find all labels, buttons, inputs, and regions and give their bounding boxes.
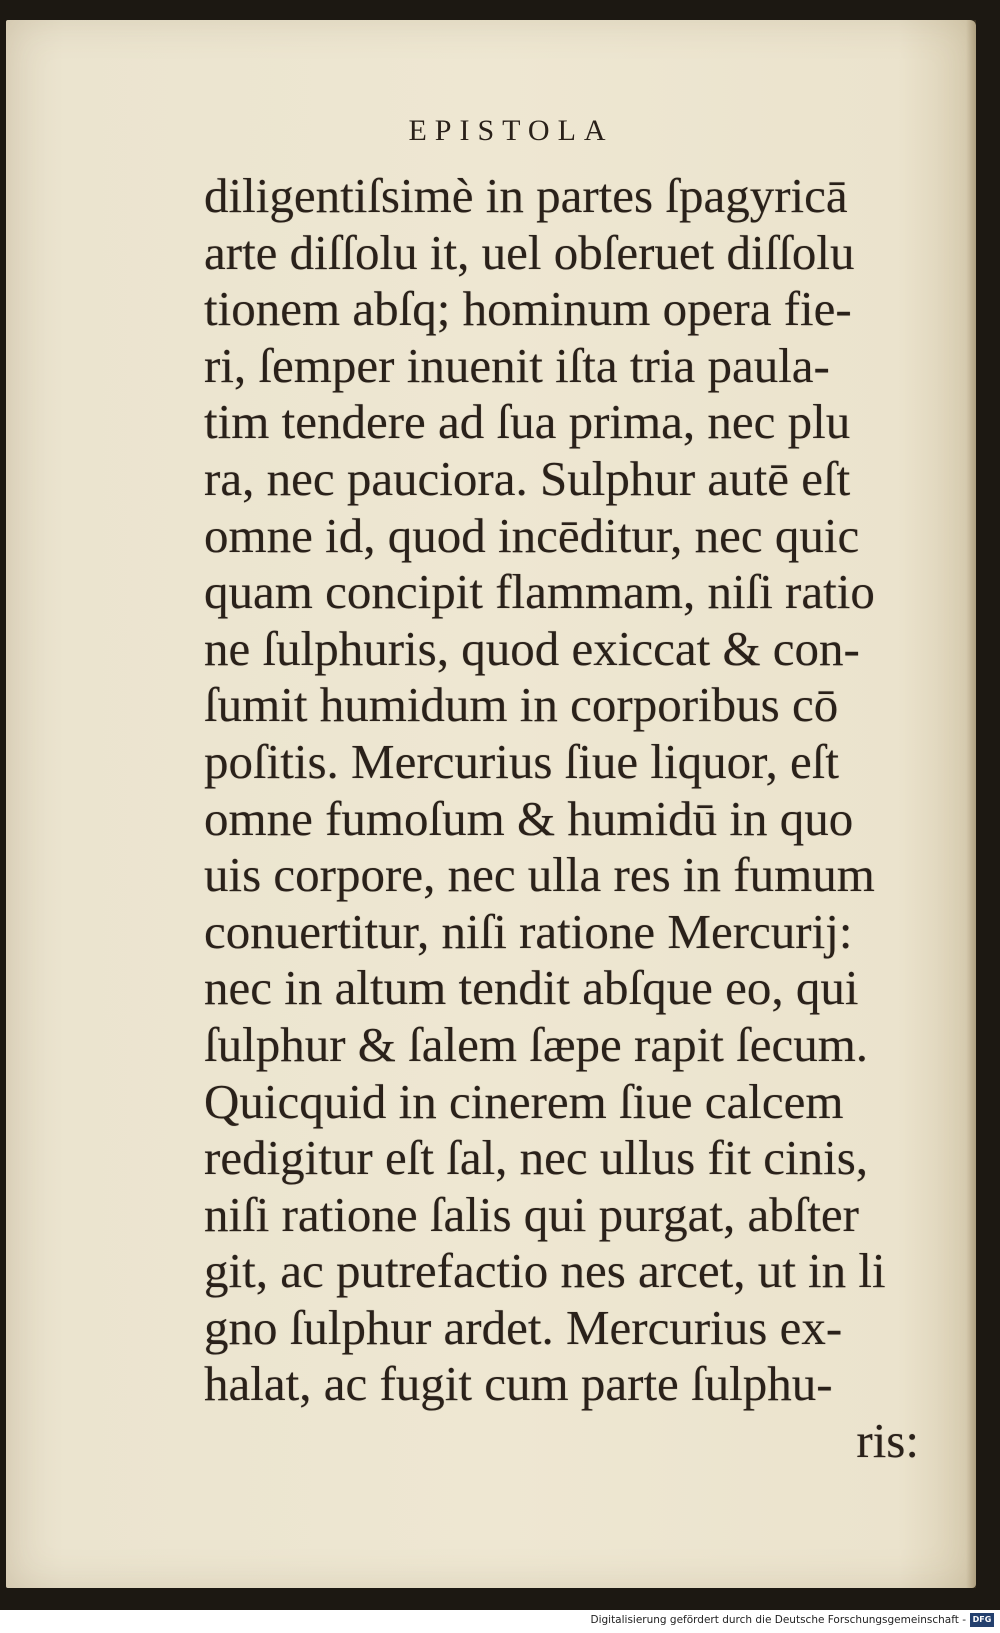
digitization-footer (0, 1610, 1000, 1633)
text-line: omne fumoſum & humidū in quo (204, 790, 854, 846)
text-line: git, ac putrefactio nes arcet, ut in li (204, 1243, 886, 1299)
body-text (204, 168, 929, 1470)
text-line: ne ſulphuris, quod exiccat & con- (204, 620, 860, 676)
text-line: redigitur eſt ſal, nec ullus fit cinis, (204, 1130, 869, 1186)
text-line: arte diſſolu it, uel obſeruet diſſolu (204, 224, 855, 280)
text-line: ſumit humidum in corporibus cō (204, 677, 839, 733)
text-line: poſitis. Mercurius ſiue liquor, eſt (204, 733, 839, 789)
text-line: halat, ac fugit cum parte ſulphu- (204, 1356, 833, 1412)
text-line: quam concipit flammam, niſi ratio (204, 564, 875, 620)
text-line: ra, nec pauciora. Sulphur autē eſt (204, 450, 851, 506)
text-line: omne id, quod incēditur, nec quic (204, 507, 860, 563)
funding-credit: Digitalisierung gefördert durch die Deutsche Forschungsgemeinschaft - (590, 1614, 966, 1626)
dfg-logo: DFG (970, 1613, 994, 1627)
text-line: uis corpore, nec ulla res in fumum (204, 847, 875, 903)
text-line: Quicquid in cinerem ſiue calcem (204, 1073, 844, 1129)
text-line: nec in altum tendit abſque eo, qui (204, 960, 859, 1016)
page-edge-shadow (966, 20, 976, 1588)
text-line: ri, ſemper inuenit iſta tria paula- (204, 337, 830, 393)
running-header: EPISTOLA (408, 114, 614, 147)
text-line: gno ſulphur ardet. Mercurius ex- (204, 1299, 843, 1355)
text-line: niſi ratione ſalis qui purgat, abſter (204, 1186, 859, 1242)
text-line: ſulphur & ſalem ſæpe rapit ſecum. (204, 1016, 869, 1072)
text-line: tionem abſq; hominum opera fie- (204, 281, 852, 337)
text-line: conuertitur, niſi ratione Mercurij: (204, 903, 853, 959)
catchword-line: ris: (856, 1413, 919, 1469)
text-line: tim tendere ad ſua prima, nec plu (204, 394, 851, 450)
book-page (6, 20, 976, 1588)
text-line: diligentiſsimè in partes ſpagyricā (204, 168, 848, 223)
